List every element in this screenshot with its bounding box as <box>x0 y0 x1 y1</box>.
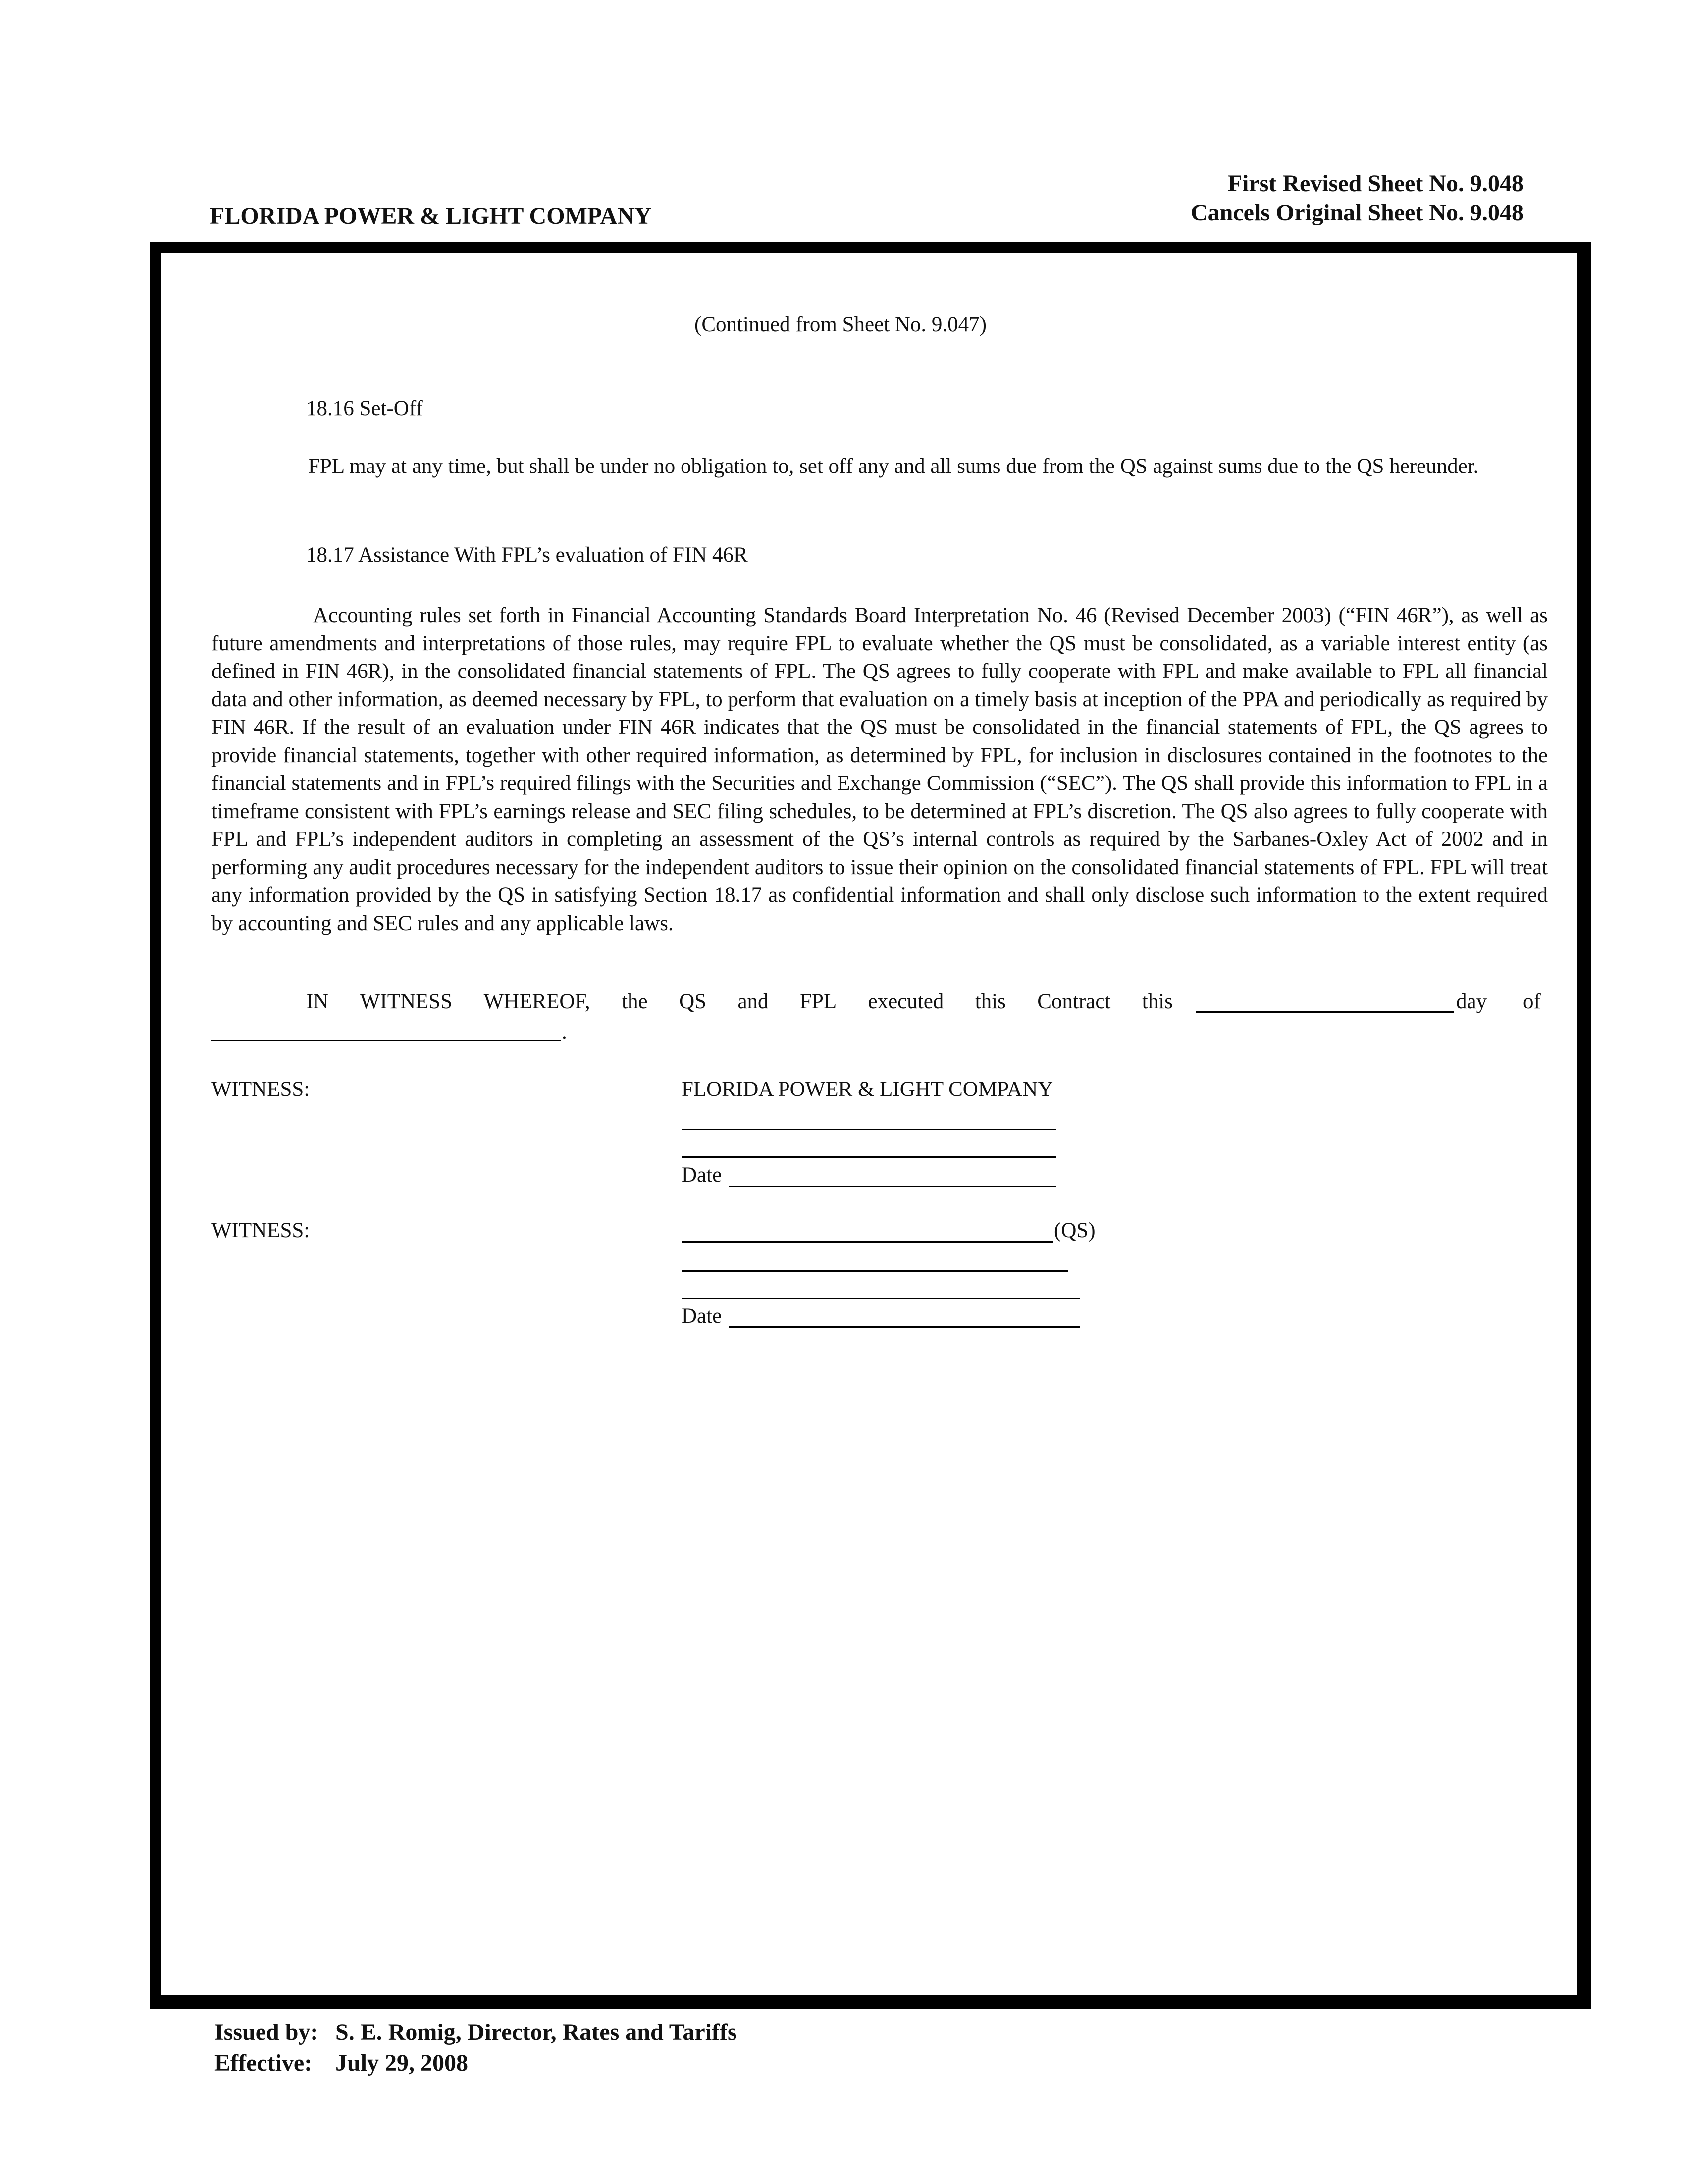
witness-word: the <box>622 990 648 1013</box>
witness-label-qs: WITNESS: <box>211 1219 310 1242</box>
qs-label: (QS) <box>1054 1219 1096 1242</box>
issued-by-value: S. E. Romig, Director, Rates and Tariffs <box>335 2019 737 2045</box>
day-blank-line <box>1196 1011 1454 1013</box>
witness-word: Contract <box>1037 990 1111 1013</box>
sheet-number: First Revised Sheet No. 9.048 <box>1227 170 1523 197</box>
witness-word: and <box>737 990 769 1013</box>
company-name: FLORIDA POWER & LIGHT COMPANY <box>210 203 652 229</box>
section-1817-heading: 18.17 Assistance With FPL’s evaluation of FIN 46R <box>306 543 748 567</box>
witness-word: QS <box>679 990 707 1013</box>
month-blank-line <box>211 1040 561 1041</box>
continued-note: (Continued from Sheet No. 9.047) <box>694 313 987 336</box>
witness-word: this <box>975 990 1006 1013</box>
qs-signature-line <box>682 1241 1053 1243</box>
section-1817-text: Accounting rules set forth in Financial Accounting Standards Board Interpretation No. 46 (Revised December 2003) (“FIN 46R”), as well as future amendments and interpretations of those rules, may require FPL to evaluate whether the QS must be consolidated, as a variable interest entity (as defined in FIN 46R), in the consolidated financial statements of FPL. The QS agrees to fully cooperate with FPL and make available to FPL all financial data and other information, as deemed necessary by FPL, to perform that evaluation on a timely basis at inception of the PPA and periodically as required by FIN 46R. If the result of an evaluation under FIN 46R indicates that the QS must be consolidated in the financial statements of FPL, the QS agrees to provide financial statements, together with other required information, as determined by FPL, for inclusion in disclosures contained in the footnotes to the financial statements and in FPL’s required filings with the Securities and Exchange Commission (“SEC”). The QS shall provide this information to FPL in a timeframe consistent with FPL’s earnings release and SEC filing schedules, to be determined at FPL’s discretion. The QS also agrees to fully cooperate with FPL and FPL’s independent auditors in completing an assessment of the QS’s internal controls as required by the Sarbanes-Oxley Act of 2002 and in performing any audit procedures necessary for the independent auditors to issue their opinion on the consolidated financial statements of FPL. FPL will treat any information provided by the QS in satisfying Section 18.17 as confidential information and shall only disclose such information to the extent required by accounting and SEC rules and any applicable laws. <box>211 604 1548 935</box>
fpl-company-label: FLORIDA POWER & LIGHT COMPANY <box>682 1078 1053 1101</box>
witness-label-fpl: WITNESS: <box>211 1078 310 1101</box>
effective-label: Effective: <box>214 2050 313 2076</box>
page-border <box>150 242 1591 2009</box>
effective-value: July 29, 2008 <box>335 2050 469 2076</box>
section-1816-text: FPL may at any time, but shall be under no obligation to, set off any and all sums due from the QS against sums due to the QS hereunder. <box>308 455 1479 478</box>
witness-word: WITNESS <box>360 990 453 1013</box>
witness-word: WHEREOF, <box>483 990 590 1013</box>
witness-word: this <box>1142 990 1173 1013</box>
effective-date <box>214 2049 468 2078</box>
witness-word: IN <box>306 990 329 1013</box>
qs-title-line <box>682 1298 1080 1299</box>
issued-by-label: Issued by: <box>214 2019 318 2045</box>
witness-word: FPL <box>799 990 837 1013</box>
fpl-date-line <box>729 1186 1056 1187</box>
issued-by <box>214 2018 737 2047</box>
fpl-signature-line <box>682 1129 1056 1130</box>
fpl-date-label: Date <box>682 1163 722 1187</box>
witness-word: executed <box>868 990 944 1013</box>
witness-clause <box>306 988 1173 1016</box>
qs-name-line <box>682 1270 1068 1272</box>
cancels-sheet-number: Cancels Original Sheet No. 9.048 <box>1191 200 1523 226</box>
day-label: day <box>1456 990 1487 1013</box>
period: . <box>562 1020 567 1043</box>
section-1816-heading: 18.16 Set-Off <box>306 397 423 420</box>
qs-date-line <box>729 1326 1080 1328</box>
fpl-name-line <box>682 1156 1056 1158</box>
of-label: of <box>1523 990 1541 1013</box>
qs-date-label: Date <box>682 1304 722 1328</box>
